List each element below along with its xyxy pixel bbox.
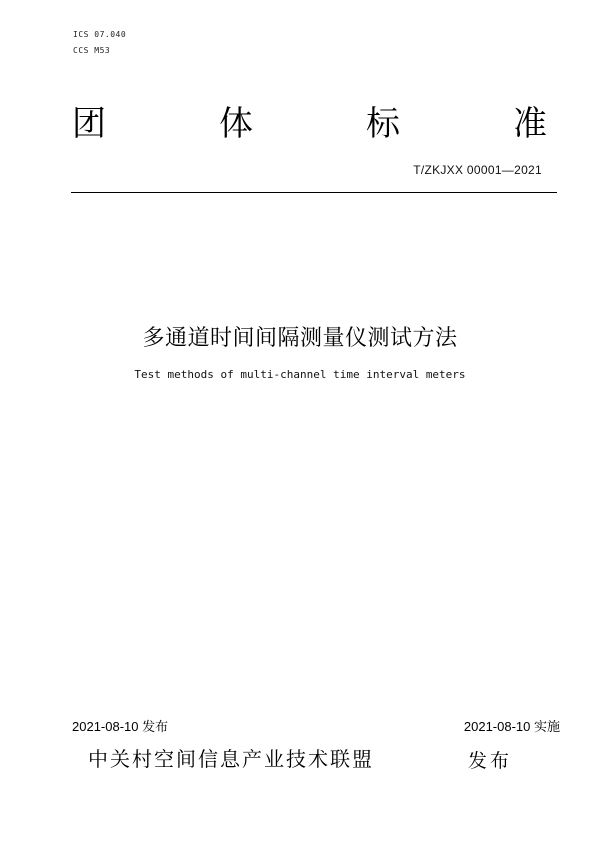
document-title-en: Test methods of multi-channel time interval meters <box>134 368 466 381</box>
header-divider <box>71 192 557 193</box>
publisher-name: 中关村空间信息产业技术联盟 <box>88 747 374 771</box>
standard-number: T/ZKJXX 00001—2021 <box>413 163 542 177</box>
issue-date: 2021-08-10 发布 <box>72 719 169 734</box>
document-title-zh: 多通道时间间隔测量仪测试方法 <box>142 326 458 351</box>
standard-type-char: 团 <box>72 104 106 144</box>
implementation-date: 2021-08-10 实施 <box>463 719 560 734</box>
standard-type-char: 体 <box>219 104 253 144</box>
standard-type-char: 标 <box>366 104 400 144</box>
ccs-code: CCS M53 <box>73 46 111 55</box>
ics-code: ICS 07.040 <box>73 30 127 39</box>
standard-type-char: 准 <box>513 104 547 144</box>
publish-label: 发布 <box>468 750 513 772</box>
